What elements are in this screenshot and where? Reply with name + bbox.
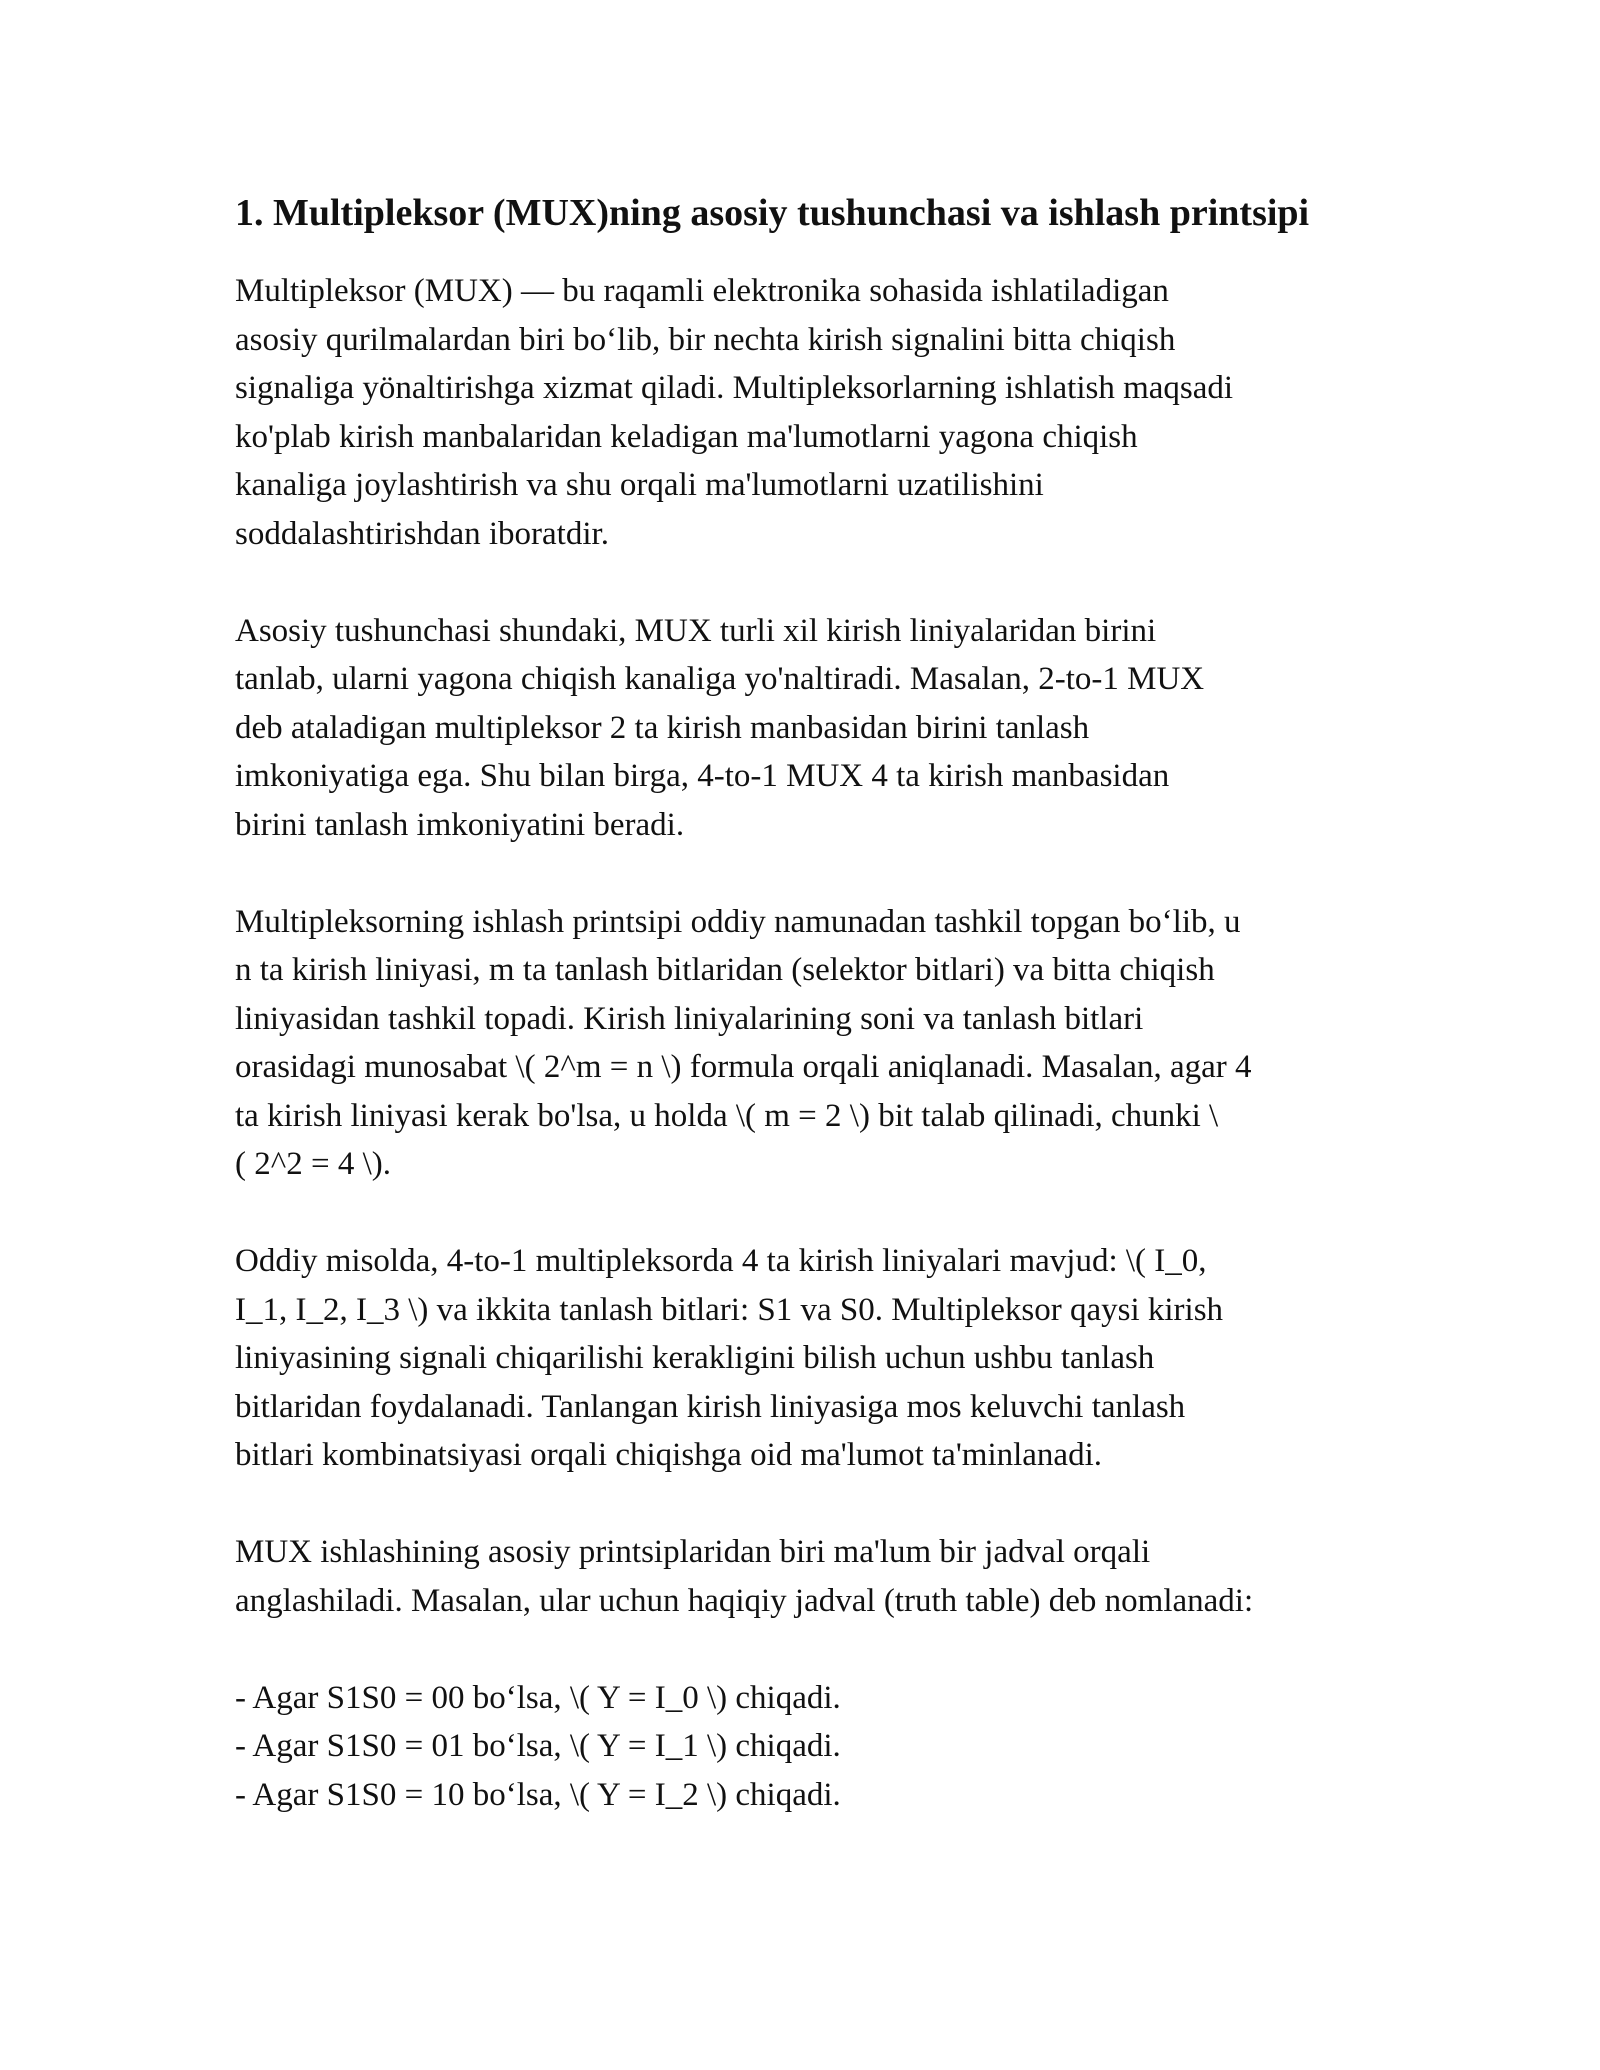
paragraph-line: anglashiladi. Masalan, ular uchun haqiqiy jadval (truth table) deb nomlanadi: (235, 1582, 1254, 1619)
paragraph-line: liniyasining signali chiqarilishi kerakligini bilish uchun ushbu tanlash (235, 1340, 1155, 1376)
paragraph-line: bitlari kombinatsiyasi orqali chiqishga oid ma'lumot ta'minlanadi. (235, 1437, 1102, 1473)
paragraph-line: ta kirish liniyasi kerak bo'lsa, u holda \( m = 2 \) bit talab qilinadi, chunki \ (235, 1097, 1219, 1134)
paragraph-line: kanaliga joylashtirish va shu orqali ma'lumotlarni uzatilishini (235, 467, 1044, 503)
paragraph-line: deb ataladigan multipleksor 2 ta kirish manbasidan birini tanlash (235, 709, 1090, 746)
paragraph-container (235, 267, 1385, 1625)
paragraph-line: bitlaridan foydalanadi. Tanlangan kirish liniyasiga mos keluvchi tanlash (235, 1388, 1186, 1425)
document-page (235, 186, 1385, 1819)
paragraph-line: tanlab, ularni yagona chiqish kanaliga yo'naltiradi. Masalan, 2-to-1 MUX (235, 661, 1205, 697)
section-heading: 1. Multipleksor (MUX)ning asosiy tushunchasi va ishlash printsipi (235, 192, 1310, 234)
paragraph-line: orasidagi munosabat \( 2^m = n \) formula orqali aniqlanadi. Masalan, agar 4 (235, 1049, 1252, 1085)
body-paragraph (235, 898, 1385, 1189)
paragraph-line: signaliga yönaltirishga xizmat qiladi. Multipleksorlarning ishlatish maqsadi (235, 370, 1234, 406)
paragraph-line: liniyasidan tashkil topadi. Kirish liniyalarining soni va tanlash bitlari (235, 1000, 1144, 1037)
paragraph-line: Oddiy misolda, 4-to-1 multipleksorda 4 ta kirish liniyalari mavjud: \( I_0, (235, 1243, 1207, 1279)
body-paragraph (235, 1528, 1385, 1625)
body-paragraph (235, 1237, 1385, 1480)
paragraph-line: Asosiy tushunchasi shundaki, MUX turli xil kirish liniyalaridan birini (235, 612, 1157, 649)
truth-table-list (235, 1674, 1385, 1820)
paragraph-line: ko'plab kirish manbalaridan keladigan ma'lumotlarni yagona chiqish (235, 418, 1138, 455)
list-item: - Agar S1S0 = 10 bo‘lsa, \( Y = I_2 \) chiqadi. (235, 1776, 841, 1813)
list-item: - Agar S1S0 = 00 bo‘lsa, \( Y = I_0 \) chiqadi. (235, 1679, 841, 1716)
paragraph-line: imkoniyatiga ega. Shu bilan birga, 4-to-1 MUX 4 ta kirish manbasidan (235, 758, 1170, 794)
body-paragraph (235, 267, 1385, 558)
list-item: - Agar S1S0 = 01 bo‘lsa, \( Y = I_1 \) chiqadi. (235, 1728, 841, 1764)
paragraph-line: soddalashtirishdan iboratdir. (235, 515, 609, 552)
paragraph-line: birini tanlash imkoniyatini beradi. (235, 806, 685, 843)
paragraph-line: I_1, I_2, I_3 \) va ikkita tanlash bitlari: S1 va S0. Multipleksor qaysi kirish (235, 1291, 1224, 1328)
paragraph-line: ( 2^2 = 4 \). (235, 1146, 391, 1182)
paragraph-line: Multipleksorning ishlash printsipi oddiy namunadan tashkil topgan bo‘lib, u (235, 903, 1241, 940)
body-paragraph (235, 607, 1385, 850)
paragraph-line: MUX ishlashining asosiy printsiplaridan biri ma'lum bir jadval orqali (235, 1534, 1151, 1570)
paragraph-line: Multipleksor (MUX) — bu raqamli elektronika sohasida ishlatiladigan (235, 273, 1169, 309)
paragraph-line: n ta kirish liniyasi, m ta tanlash bitlaridan (selektor bitlari) va bitta chiqish (235, 952, 1215, 988)
paragraph-line: asosiy qurilmalardan biri bo‘lib, bir nechta kirish signalini bitta chiqish (235, 321, 1176, 358)
